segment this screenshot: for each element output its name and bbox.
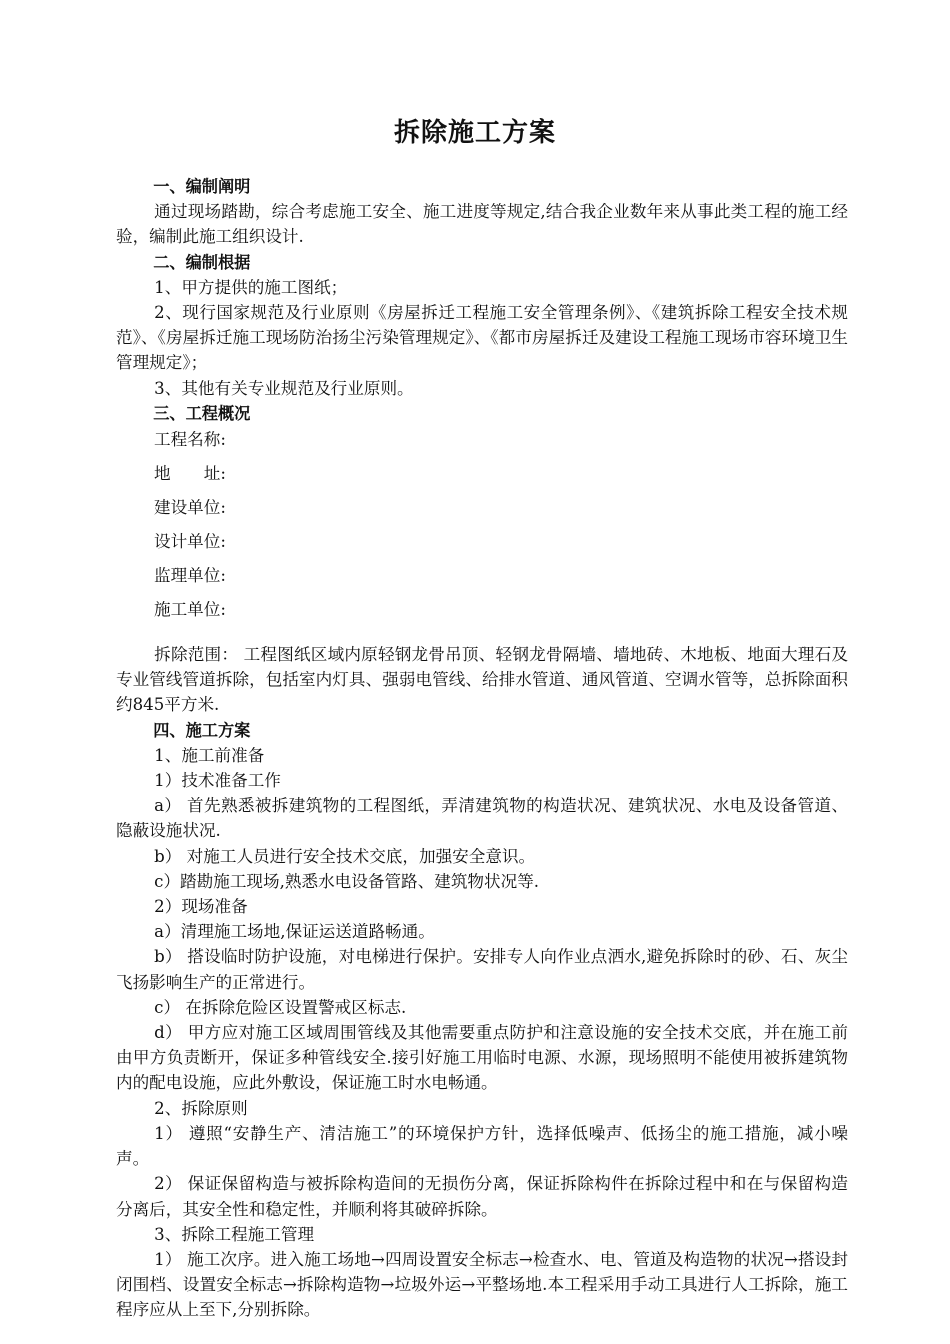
basis-item-1: 1、甲方提供的施工图纸； (154, 277, 348, 297)
section-heading-4: 四、施工方案 (153, 720, 251, 740)
plan-paragraph-4: b） 对施工人员进行安全技术交底，加强安全意识。 (154, 846, 536, 866)
field-address (116, 460, 848, 494)
demolition-scope-paragraph: 拆除范围： 工程图纸区域内原轻钢龙骨吊顶、轻钢龙骨隔墙、墙地砖、木地板、地面大理石及专业管线管道拆除，包括室内灯具、强弱电管线、给排水管道、通风管道、空调水管等，总拆除面积约845平方米. (116, 645, 848, 715)
plan-paragraph-3: a） 首先熟悉被拆建筑物的工程图纸，弄清建筑物的构造状况、建筑状况、水电及设备管道、隐蔽设施状况. (116, 796, 848, 841)
basis-item-3: 3、其他有关专业规范及行业原则。 (154, 378, 414, 398)
plan-paragraph-1: 1、施工前准备 (154, 745, 265, 765)
field-supervision-unit (116, 562, 848, 596)
section-1-paragraph: 通过现场踏勘，综合考虑施工安全、施工进度等规定,结合我企业数年来从事此类工程的施工经验，编制此施工组织设计. (116, 202, 848, 247)
plan-paragraph-13: 2） 保证保留构造与被拆除构造间的无损伤分离，保证拆除构件在拆除过程中和在与保留构造分离后，其安全性和稳定性，并顺利将其破碎拆除。 (116, 1174, 848, 1219)
section-heading-2: 二、编制根据 (153, 252, 251, 272)
plan-paragraph-14: 3、拆除工程施工管理 (154, 1224, 315, 1244)
plan-paragraph-11: 2、拆除原则 (154, 1098, 248, 1118)
plan-paragraph-5: c）踏勘施工现场,熟悉水电设备管路、建筑物状况等. (154, 871, 540, 891)
section-heading-1: 一、编制阐明 (153, 177, 251, 196)
field-label-address: 地 址: (154, 464, 226, 484)
document-title: 拆除施工方案 (393, 118, 556, 148)
document-body (116, 174, 848, 1323)
field-label-supervision-unit: 监理单位: (154, 566, 226, 586)
field-design-unit (116, 528, 848, 562)
section-heading-3: 三、工程概况 (153, 403, 251, 423)
field-label-project-name: 工程名称: (154, 430, 226, 450)
plan-paragraph-12: 1） 遵照“安静生产、清洁施工”的环境保护方针，选择低噪声、低扬尘的施工措施，减小噪声。 (116, 1123, 848, 1169)
plan-paragraph-15: 1） 施工次序。进入施工场地→四周设置安全标志→检查水、电、管道及构造物的状况→搭设封闭围档、设置安全标志→拆除构造物→垃圾外运→平整场地.本工程采用手动工具进行人工拆除，施工程序应从上至下,分别拆除。 (116, 1249, 848, 1320)
basis-item-2: 2、现行国家规范及行业原则《房屋拆迁工程施工安全管理条例》、《建筑拆除工程安全技术规范》、《房屋拆迁施工现场防治扬尘污染管理规定》、《都市房屋拆迁及建设工程施工现场市容环境卫生管理规定》； (116, 303, 848, 373)
plan-paragraph-7: a）清理施工场地,保证运送道路畅通。 (154, 922, 435, 942)
field-label-contractor-unit: 施工单位: (154, 600, 226, 620)
field-project-name (116, 426, 848, 460)
field-label-design-unit: 设计单位: (154, 532, 226, 552)
plan-paragraph-8: b） 搭设临时防护设施，对电梯进行保护。安排专人向作业点洒水,避免拆除时的砂、石、灰尘飞扬影响生产的正常进行。 (116, 947, 848, 992)
field-contractor-unit (116, 596, 848, 630)
field-label-construction-unit: 建设单位: (154, 498, 226, 518)
plan-paragraph-9: c） 在拆除危险区设置警戒区标志. (154, 997, 407, 1017)
field-construction-unit (116, 494, 848, 528)
plan-paragraph-2: 1）技术准备工作 (154, 771, 281, 791)
plan-paragraph-6: 2）现场准备 (154, 897, 248, 917)
plan-paragraph-10: d） 甲方应对施工区域周围管线及其他需要重点防护和注意设施的安全技术交底，并在施工前由甲方负责断开，保证多种管线安全.接引好施工用临时电源、水源，现场照明不能使用被拆建筑物内的配电设施，应此外敷设，保证施工时水电畅通。 (116, 1023, 848, 1093)
